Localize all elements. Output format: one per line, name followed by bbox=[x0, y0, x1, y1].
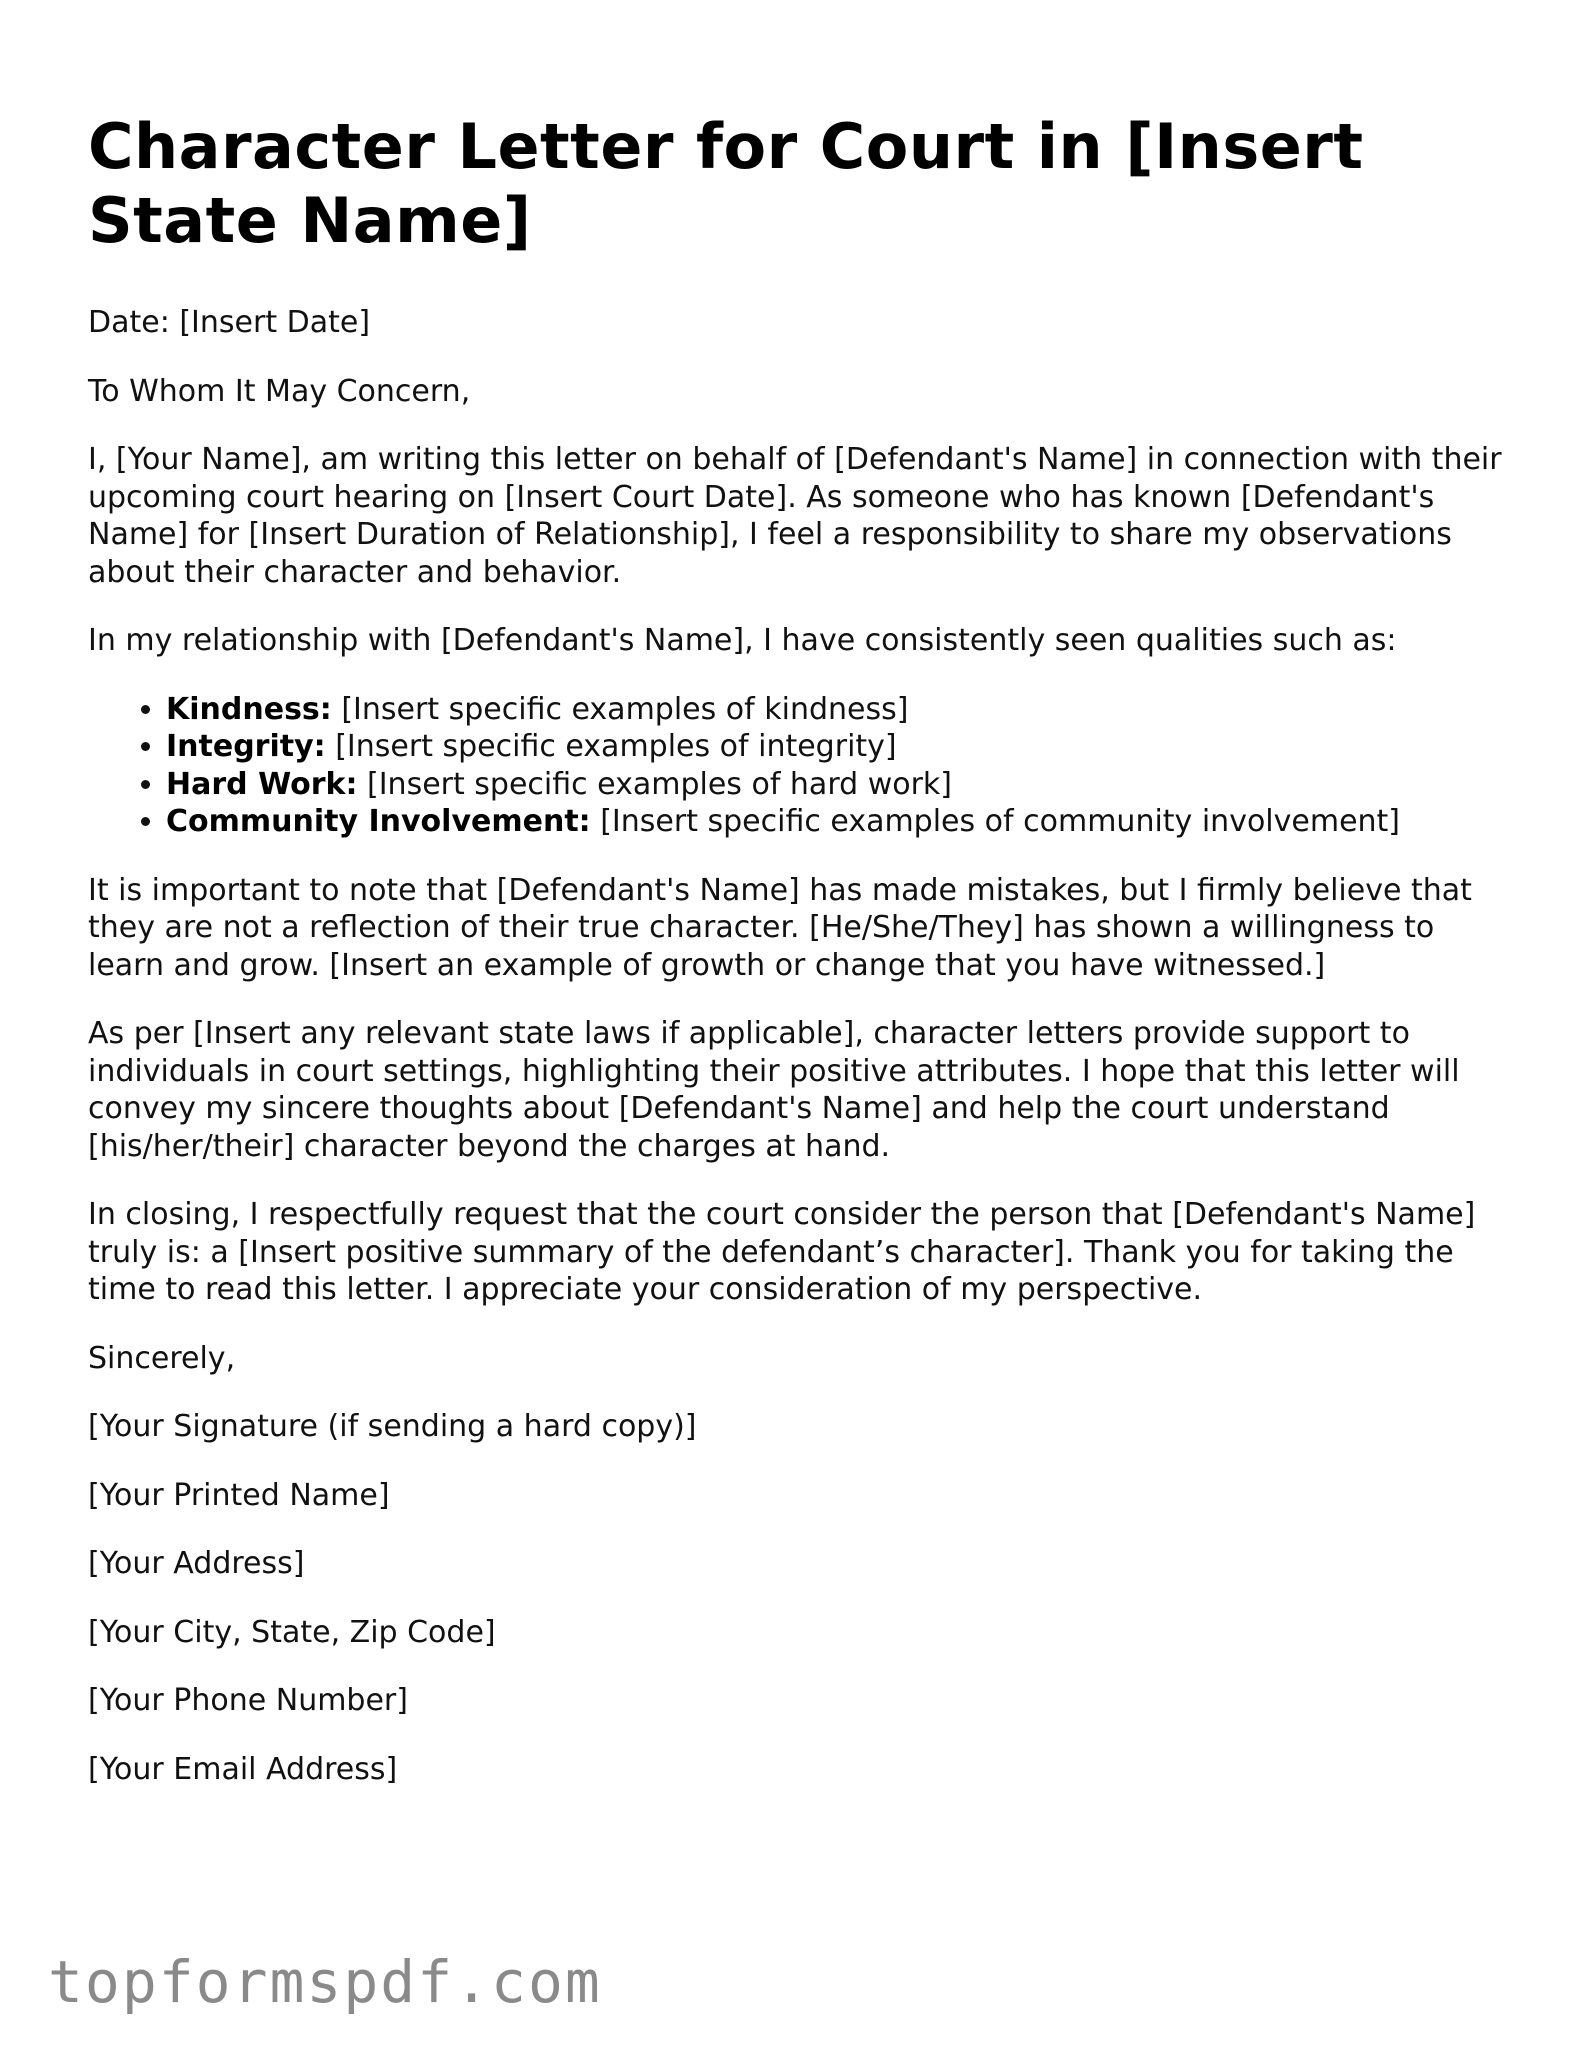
printed-name-line: [Your Printed Name] bbox=[88, 1477, 390, 1513]
phone-line: [Your Phone Number] bbox=[88, 1683, 408, 1718]
quality-label: Integrity: bbox=[166, 729, 326, 764]
list-item bbox=[166, 803, 1518, 841]
quality-label: Kindness: bbox=[166, 691, 332, 727]
list-item bbox=[166, 766, 1518, 804]
address-line: [Your Address] bbox=[88, 1546, 305, 1581]
sign-off: Sincerely, bbox=[88, 1340, 236, 1376]
quality-text: [Insert specific examples of kindness] bbox=[341, 691, 909, 727]
quality-text: [Insert specific examples of integrity] bbox=[335, 729, 897, 764]
state-laws-paragraph: As per [Insert any relevant state laws if applicable], character letters provide support to individuals in court settings, highlighting their positive attributes. I hope that this letter will convey my sincere thoughts about [Defendant's Name] and help the court understand [his/her/their] character beyond the charges at hand. bbox=[88, 1016, 1460, 1164]
qualities-list bbox=[88, 691, 1518, 841]
salutation: To Whom It May Concern, bbox=[88, 373, 471, 409]
city-state-zip-line: [Your City, State, Zip Code] bbox=[88, 1614, 496, 1650]
closing-paragraph: In closing, I respectfully request that the court consider the person that [Defendant's Name] truly is: a [Insert positive summary of the defendant’s character]. Thank you for taking the time to read this letter. I appreciate your consideration of my perspective. bbox=[88, 1197, 1476, 1307]
signature-line: [Your Signature (if sending a hard copy)] bbox=[88, 1409, 697, 1444]
list-item bbox=[166, 691, 1518, 729]
list-item bbox=[166, 728, 1518, 766]
qualities-lead-paragraph: In my relationship with [Defendant's Name], I have consistently seen qualities such as: bbox=[88, 623, 1397, 658]
quality-text: [Insert specific examples of community involvement] bbox=[600, 804, 1401, 839]
quality-label: Hard Work: bbox=[166, 766, 358, 802]
letter-page bbox=[88, 110, 1518, 1819]
date-line: Date: [Insert Date] bbox=[88, 305, 371, 340]
growth-paragraph: It is important to note that [Defendant's Name] has made mistakes, but I firmly believe that they are not a reflection of their true character. [He/She/They] has shown a willingness to learn and grow. [Insert an example of growth or change that you have witnessed.] bbox=[88, 872, 1472, 983]
intro-paragraph: I, [Your Name], am writing this letter on behalf of [Defendant's Name] in connection with their upcoming court hearing on [Insert Court Date]. As someone who has known [Defendant's Name] for [Insert Duration of Relationship], I feel a responsibility to share my observations about their character and behavior. bbox=[88, 442, 1502, 590]
watermark: topformspdf.com bbox=[48, 1948, 602, 2016]
email-line: [Your Email Address] bbox=[88, 1751, 398, 1787]
page-title: Character Letter for Court in [Insert State Name] bbox=[88, 110, 1364, 257]
quality-text: [Insert specific examples of hard work] bbox=[367, 766, 952, 802]
quality-label: Community Involvement: bbox=[166, 804, 591, 839]
